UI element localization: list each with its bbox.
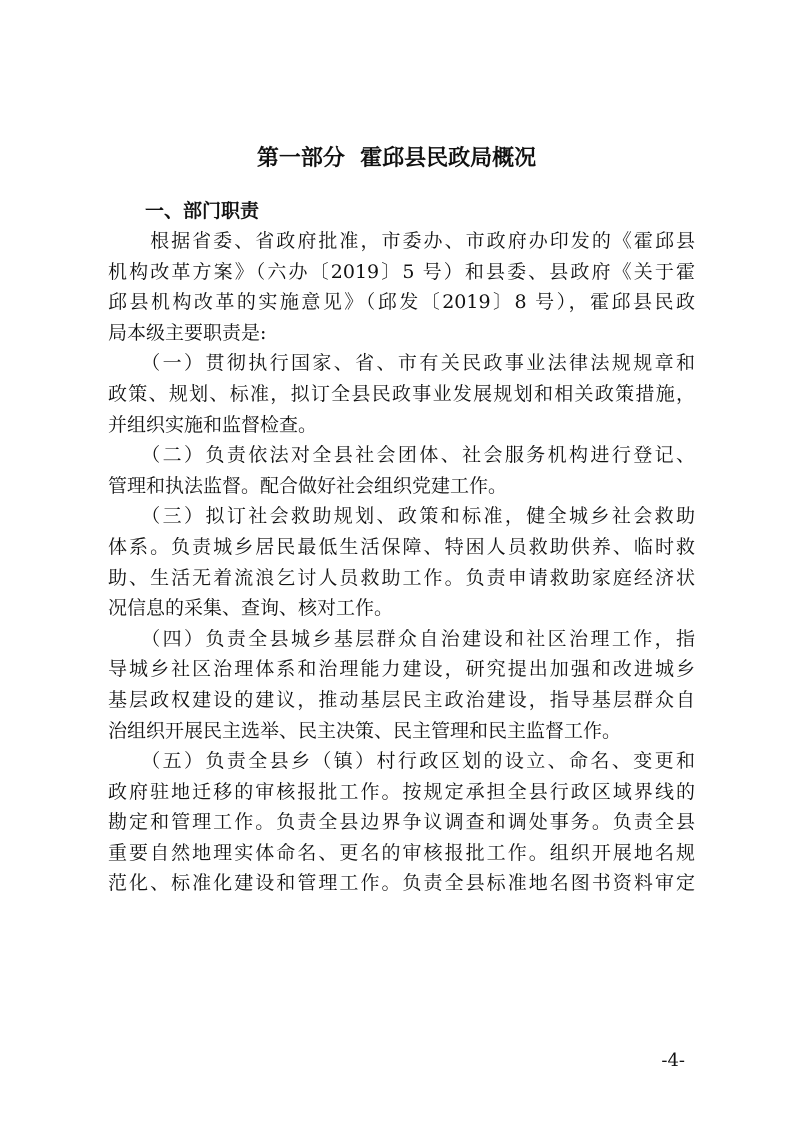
text-line: 助、生活无着流浪乞讨人员救助工作。负责申请救助家庭经济状 bbox=[108, 566, 695, 589]
page-number: -4- bbox=[661, 1050, 685, 1071]
text-line: 政策、规划、标准，拟订全县民政事业发展规划和相关政策措施， bbox=[108, 382, 695, 405]
paragraph-duty-3 bbox=[108, 501, 695, 623]
text-line: （三）拟订社会救助规划、政策和标准，健全城乡社会救助 bbox=[108, 505, 695, 528]
text-line: 基层政权建设的建议，推动基层民主政治建设，指导基层群众自 bbox=[108, 688, 695, 711]
paragraph-duty-2 bbox=[108, 440, 695, 501]
text-line: 邱县机构改革的实施意见》（邱发〔2019〕8 号），霍邱县民政 bbox=[108, 291, 695, 314]
text-line: （四）负责全县城乡基层群众自治建设和社区治理工作，指 bbox=[108, 627, 695, 650]
text-line: 治组织开展民主选举、民主决策、民主管理和民主监督工作。 bbox=[108, 719, 622, 742]
text-line: （五）负责全县乡（镇）村行政区划的设立、命名、变更和 bbox=[108, 750, 695, 773]
text-line: 重要自然地理实体命名、更名的审核报批工作。组织开展地名规 bbox=[108, 841, 695, 864]
section-heading-department-duties: 一、部门职责 bbox=[145, 200, 260, 222]
text-line: 导城乡社区治理体系和治理能力建设，研究提出加强和改进城乡 bbox=[108, 658, 695, 681]
text-line: 局本级主要职责是: bbox=[108, 321, 267, 344]
text-line: 况信息的采集、查询、核对工作。 bbox=[108, 597, 394, 620]
text-line: （二）负责依法对全县社会团体、社会服务机构进行登记、 bbox=[108, 444, 695, 467]
text-line: 政府驻地迁移的审核报批工作。按规定承担全县行政区域界线的 bbox=[108, 780, 695, 803]
paragraph-duty-4 bbox=[108, 624, 695, 746]
text-line: 勘定和管理工作。负责全县边界争议调查和调处事务。负责全县 bbox=[108, 811, 695, 834]
text-line: 范化、标准化建设和管理工作。负责全县标准地名图书资料审定 bbox=[108, 872, 695, 895]
paragraph-duty-1 bbox=[108, 348, 695, 440]
body-text bbox=[108, 226, 695, 899]
paragraph-intro bbox=[108, 226, 695, 348]
text-line: 并组织实施和监督检查。 bbox=[108, 413, 318, 436]
text-line: 根据省委、省政府批准，市委办、市政府办印发的《霍邱县 bbox=[108, 230, 695, 252]
text-line: 体系。负责城乡居民最低生活保障、特困人员救助供养、临时救 bbox=[108, 535, 695, 558]
text-line: （一）贯彻执行国家、省、市有关民政事业法律法规规章和 bbox=[108, 352, 695, 375]
paragraph-duty-5 bbox=[108, 746, 695, 899]
text-line: 管理和执法监督。配合做好社会组织党建工作。 bbox=[108, 474, 508, 497]
page-title: 第一部分 霍邱县民政局概况 bbox=[256, 146, 537, 171]
text-line: 机构改革方案》（六办〔2019〕5 号）和县委、县政府《关于霍 bbox=[108, 260, 695, 283]
